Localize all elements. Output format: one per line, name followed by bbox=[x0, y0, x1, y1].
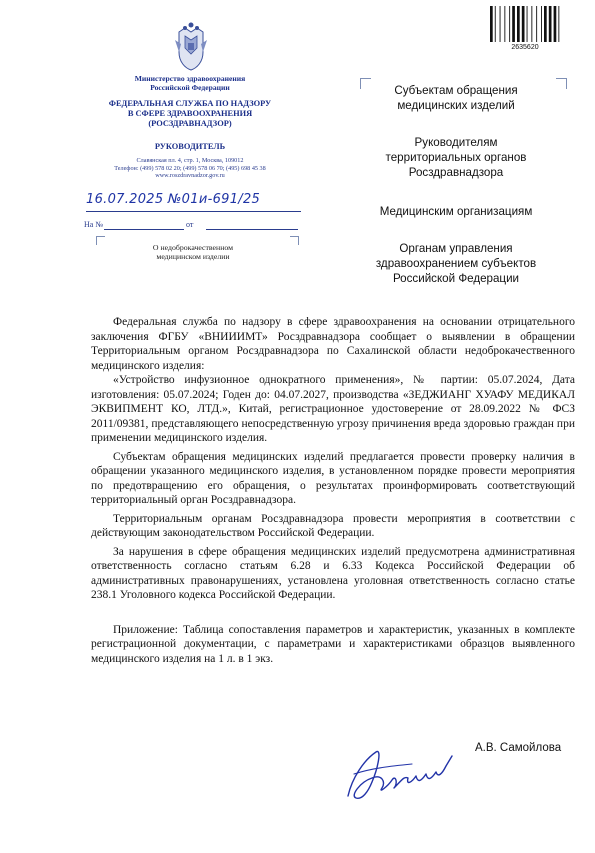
barcode-number: 2635620 bbox=[511, 44, 539, 51]
barcode-bar bbox=[500, 6, 501, 42]
subject-line: О недоброкачественном медицинском изделии bbox=[152, 243, 234, 262]
addressee-bracket-right bbox=[556, 78, 567, 89]
outgoing-date-number: 16.07.2025 №01и-691/25 bbox=[86, 192, 261, 207]
barcode-bar bbox=[554, 6, 557, 42]
barcode-bar bbox=[490, 6, 493, 42]
addressee-block bbox=[360, 83, 552, 300]
barcode-bar bbox=[522, 6, 525, 42]
barcode-bar bbox=[531, 6, 532, 42]
barcode-bar bbox=[517, 6, 520, 42]
barcode bbox=[489, 6, 561, 46]
body-paragraph: Федеральная служба по надзору в сфере здравоохранения на основании отрицательного заключения ФГБУ «ВНИИИМТ» Росздравнадзора сообщает о выявлении в обращении Территориальным органом Росздравнадзора по Сахалинской области недоброкачественного медицинского изделия: bbox=[91, 316, 575, 372]
letterhead-address: Славянская пл. 4, стр. 1, Москва, 109012 Телефон: (499) 578 02 20; (499) 578 06 70; (495) 698 45 38 www.roszdravnadzor.gov.ru bbox=[114, 157, 266, 180]
body-paragraph: «Устройство инфузионное однократного применения», № партии: 05.07.2024, Дата изготовления: 05.07.2024; Годен до: 04.07.2027, производства «ЗЕДЖИАНГ ХУАФУ МЕДИКАЛ ЭКВИПМЕНТ КО, ЛТД.», Китай, регистрационное удостоверение от 28.09.2022 № ФСЗ 2011/09381, представляющего непосредственную угрозу причинения вреда здоровью граждан при применении медицинского изделия. bbox=[91, 374, 575, 444]
body-paragraph: Субъектам обращения медицинских изделий предлагается провести проверку наличия в обращении указанного медицинского изделия, в установленном порядке провести мероприятия по предотвращению его обращения, о результатах проинформировать соответствующий территориальный орган Росздравнадзора. bbox=[91, 450, 575, 506]
barcode-bar bbox=[558, 6, 559, 42]
barcode-bar bbox=[509, 6, 510, 42]
service-name: ФЕДЕРАЛЬНАЯ СЛУЖБА ПО НАДЗОРУ В СФЕРЕ ЗДРАВООХРАНЕНИЯ (РОСЗДРАВНАДЗОР) bbox=[108, 99, 272, 128]
reference-date-line bbox=[206, 229, 298, 230]
addressee-item: Субъектам обращения медицинских изделий bbox=[394, 84, 518, 112]
body-paragraph: Территориальным органам Росздравнадзора провести мероприятия в соответствии с действующим законодательством Российской Федерации. bbox=[91, 512, 575, 539]
barcode-bar bbox=[536, 6, 537, 42]
appendix-paragraph: Приложение: Таблица сопоставления параметров и характеристик, указанных в комплекте регистрационной документации, с параметрами и характеристиками образцов выявленного медицинского изделия на 1 л. в 1 экз. bbox=[91, 623, 575, 665]
barcode-bar bbox=[512, 6, 515, 42]
barcode-bar bbox=[544, 6, 547, 42]
barcode-bar bbox=[549, 6, 552, 42]
addressee-item: Медицинским организациям bbox=[379, 205, 533, 218]
coat-of-arms-emblem bbox=[171, 22, 211, 72]
head-title: РУКОВОДИТЕЛЬ bbox=[154, 142, 226, 151]
subject-bracket-left bbox=[96, 236, 105, 245]
addressee-item: Руководителям территориальных органов Росздравнадзора bbox=[385, 136, 527, 179]
barcode-bar bbox=[527, 6, 528, 42]
subject-bracket-right bbox=[290, 236, 299, 245]
letter-body bbox=[91, 315, 575, 666]
reference-number-line bbox=[104, 229, 184, 230]
barcode-bar bbox=[504, 6, 505, 42]
signer-name: А.В. Самойлова bbox=[475, 742, 562, 754]
na-label: На № bbox=[84, 220, 103, 229]
ministry-name: Министерство здравоохранения Российской Федерации bbox=[134, 74, 246, 92]
body-paragraph: За нарушения в сфере обращения медицинских изделий предусмотрена административная ответственность согласно статьям 6.28 и 6.33 Кодекса Российской Федерации об административных правонарушениях, установлена уголовная ответственность согласно статье 238.1 Уголовного кодекса Российской Федерации. bbox=[91, 545, 575, 601]
barcode-bar bbox=[541, 6, 542, 42]
barcode-bar bbox=[495, 6, 496, 42]
ot-label: от bbox=[186, 220, 194, 229]
addressee-item: Органам управления здравоохранением субъектов Российской Федерации bbox=[375, 242, 537, 285]
reference-row bbox=[84, 220, 314, 229]
handwritten-signature bbox=[342, 738, 462, 810]
outgoing-underline bbox=[86, 211, 301, 212]
